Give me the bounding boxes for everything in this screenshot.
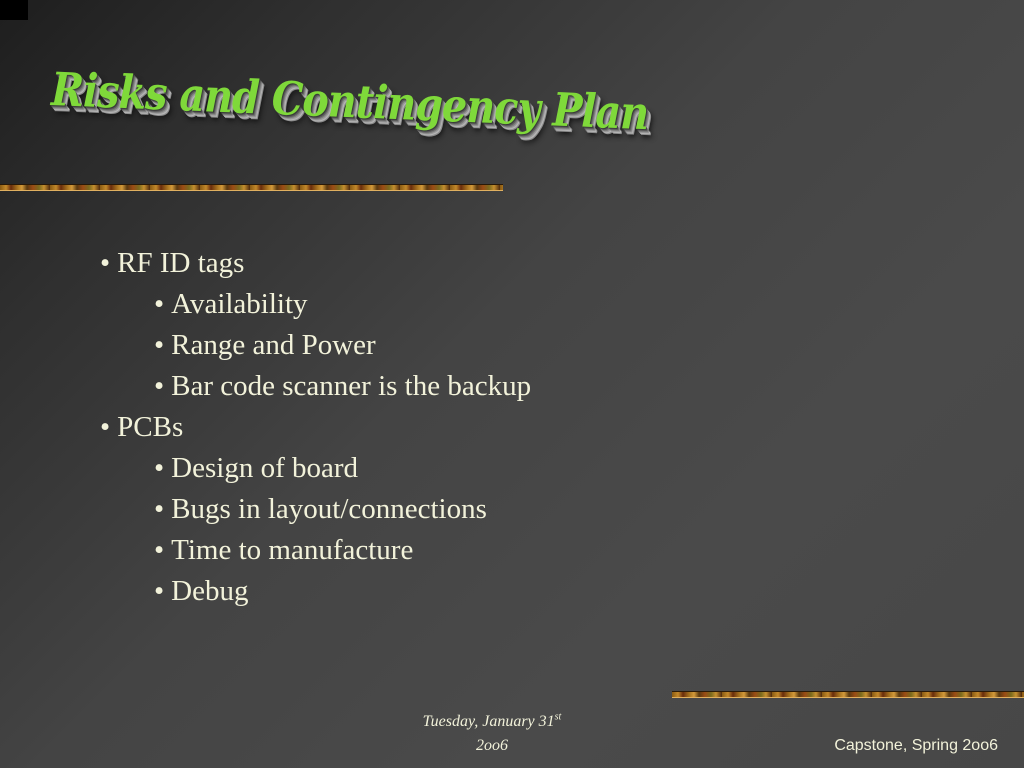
sub-bullet-item <box>100 325 531 366</box>
bullet-icon: • <box>100 411 111 443</box>
bullet-text: Bar code scanner is the backup <box>171 370 532 402</box>
bullet-text: Debug <box>171 575 249 607</box>
bullet-icon: • <box>154 329 165 361</box>
bullet-text: Time to manufacture <box>171 534 414 566</box>
bullet-list <box>100 243 531 612</box>
bullet-item <box>100 243 531 284</box>
bullet-icon: • <box>154 534 165 566</box>
bullet-icon: • <box>154 452 165 484</box>
bullet-text: Range and Power <box>171 329 376 361</box>
bullet-text: Design of board <box>171 452 358 484</box>
decorative-band-top <box>0 184 503 191</box>
bullet-text: Availability <box>171 288 308 320</box>
footer-course-label: Capstone, Spring 2oo6 <box>834 737 998 754</box>
bullet-icon: • <box>154 575 165 607</box>
sub-bullet-item <box>100 366 531 407</box>
slide-title: Risks and Contingency Plan <box>50 62 650 141</box>
bullet-item <box>100 407 531 448</box>
sub-bullet-item <box>100 489 531 530</box>
decorative-band-bottom <box>672 691 1024 698</box>
sub-bullet-item <box>100 571 531 612</box>
bullet-icon: • <box>154 370 165 402</box>
footer-date-line1 <box>392 710 592 734</box>
bullet-icon: • <box>100 247 111 279</box>
footer-date-ordinal: st <box>554 711 562 723</box>
footer-date-line2: 2oo6 <box>476 737 508 754</box>
bullet-text: Bugs in layout/connections <box>171 493 487 525</box>
bullet-text: PCBs <box>117 411 184 443</box>
footer-date <box>392 710 592 758</box>
bullet-icon: • <box>154 493 165 525</box>
corner-mark <box>0 0 28 20</box>
bullet-text: RF ID tags <box>117 247 245 279</box>
sub-bullet-item <box>100 530 531 571</box>
bullet-icon: • <box>154 288 165 320</box>
footer-date-text: Tuesday, January 31 <box>422 713 555 730</box>
sub-bullet-item <box>100 448 531 489</box>
sub-bullet-item <box>100 284 531 325</box>
